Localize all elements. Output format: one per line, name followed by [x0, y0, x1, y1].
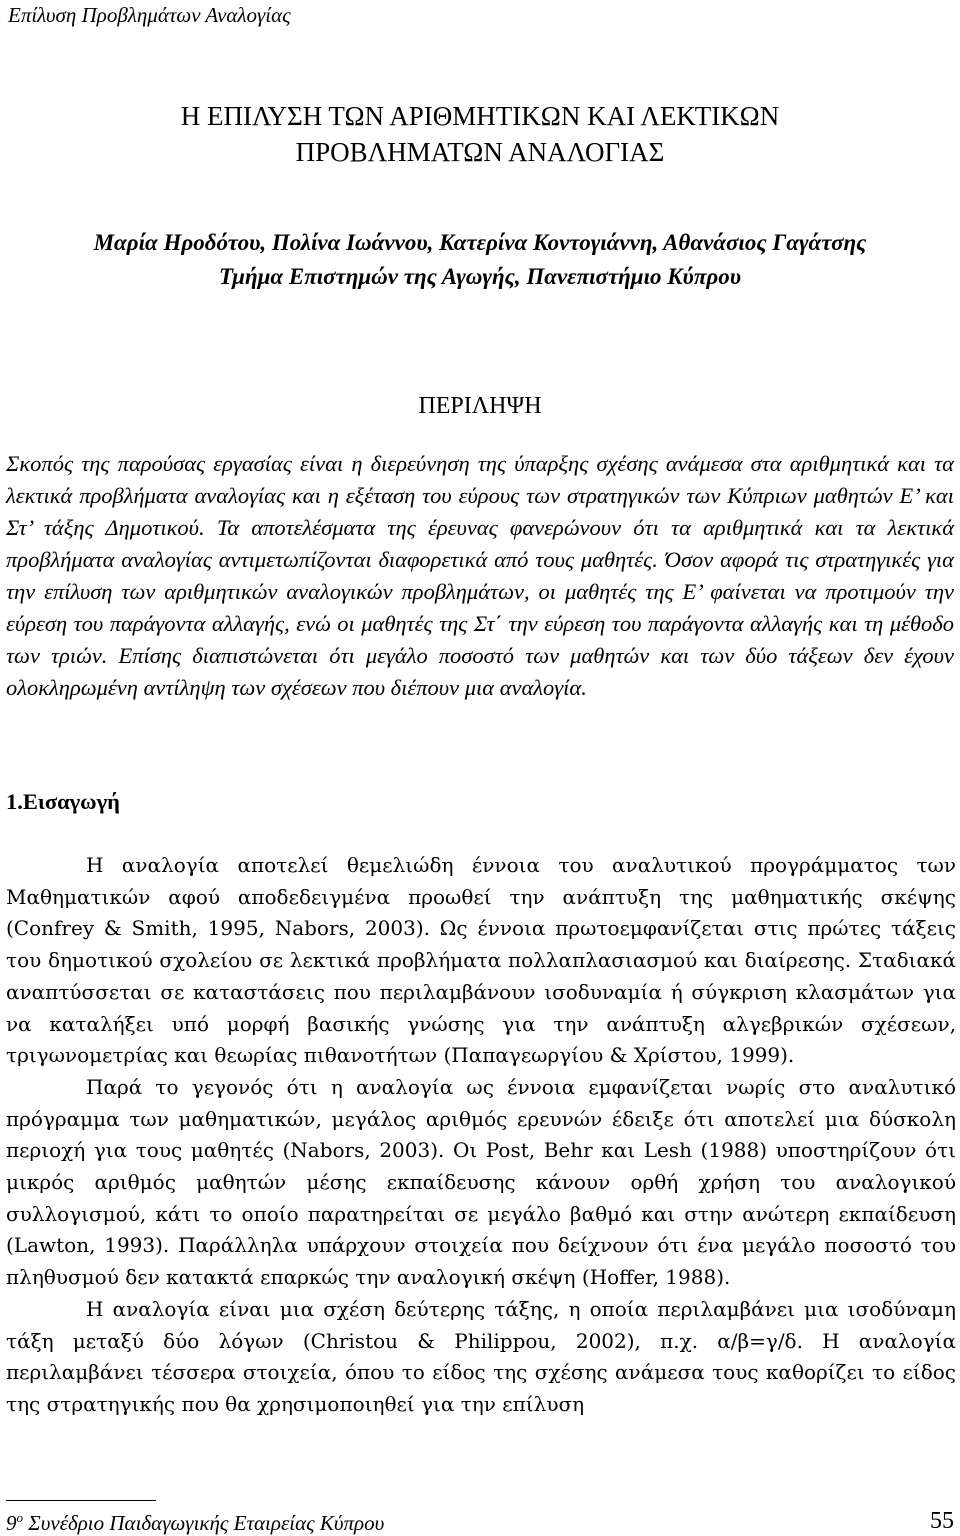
page-number: 55	[930, 1508, 954, 1534]
abstract-text: Σκοπός της παρούσας εργασίας είναι η διερεύνηση της ύπαρξης σχέσης ανάμεσα στα αριθμητικά και τα λεκτικά προβλήματα αναλογίας και η εξέταση του εύρους των στρατηγικών των Κύπριων μαθητών Ε’ και Στ’ τάξης Δημοτικού. Τα αποτελέσματα της έρευνας φανερώνουν ότι τα αριθμητικά και τα λεκτικά προβλήματα αναλογίας αντιμετωπίζονται διαφορετικά από τους μαθητές. Όσον αφορά τις στρατηγικές για την επίλυση των αριθμητικών αναλογικών προβλημάτων, οι μαθητές της Ε’ φαίνεται να προτιμούν την εύρεση του παράγοντα αλλαγής, ενώ οι μαθητές της Στ΄ την εύρεση του παράγοντα αλλαγής και τη μέθοδο των τριών. Επίσης διαπιστώνεται ότι μεγάλο ποσοστό των μαθητών και των δύο τάξεων δεν έχουν ολοκληρωμένη αντίληψη των σχέσεων που διέπουν μια αναλογία.	[6, 451, 954, 700]
running-header: Επίλυση Προβλημάτων Αναλογίας	[8, 3, 291, 27]
footer-conference	[6, 1505, 384, 1536]
paper-title-line-1: Η ΕΠΙΛΥΣΗ ΤΩΝ ΑΡΙΘΜΗΤΙΚΩΝ ΚΑΙ ΛΕΚΤΙΚΩΝ	[180, 101, 780, 131]
body-paragraph-3: Η αναλογία είναι μια σχέση δεύτερης τάξης, η οποία περιλαμβάνει μια ισοδύναμη τάξη μεταξύ δύο λόγων (Christou & Philippou, 2002), π.χ. α/β=γ/δ. Η αναλογία περιλαμβάνει τέσσερα στοιχεία, όπου το είδος της σχέσης ανάμεσα τους καθορίζει το είδος της στρατηγικής που θα χρησιμοποιηθεί για την επίλυση	[6, 1296, 956, 1416]
paper-title	[0, 98, 960, 170]
author-block	[0, 226, 960, 294]
footer-ordinal-suffix: ο	[16, 1510, 23, 1525]
body-paragraph-1: Η αναλογία αποτελεί θεμελιώδη έννοια του αναλυτικού προγράμματος των Μαθηματικών αφού αποδεδειγμένα προωθεί την ανάπτυξη της μαθηματικής σκέψης (Confrey & Smith, 1995, Nabors, 2003). Ως έννοια πρωτοεμφανίζεται στις πρώτες τάξεις του δημοτικού σχολείου σε λεκτικά προβλήματα πολλαπλασιασμού και διαίρεσης. Σταδιακά αναπτύσσεται σε καταστάσεις που περιλαμβάνουν ισοδυναμία ή σύγκριση κλασμάτων για να καταλήξει υπό μορφή βασικής γνώσης για την ανάπτυξη αλγεβρικών σχέσεων, τριγωνομετρίας και θεωρίας πιθανοτήτων (Παπαγεωργίου & Χρίστου, 1999).	[6, 853, 956, 1068]
author-affiliation: Τμήμα Επιστημών της Αγωγής, Πανεπιστήμιο Κύπρου	[218, 264, 741, 289]
author-names: Μαρία Ηροδότου, Πολίνα Ιωάννου, Κατερίνα Κοντογιάννη, Αθανάσιος Γαγάτσης	[93, 230, 867, 255]
section-body	[6, 850, 956, 1421]
footer-ordinal-number: 9	[6, 1511, 17, 1535]
section-heading: 1.Εισαγωγή	[6, 789, 120, 814]
footer-conference-name: Συνέδριο Παιδαγωγικής Εταιρείας Κύπρου	[23, 1511, 385, 1535]
body-paragraph-2: Παρά το γεγονός ότι η αναλογία ως έννοια εμφανίζεται νωρίς στο αναλυτικό πρόγραμμα των μαθηματικών, μεγάλος αριθμός ερευνών έδειξε ότι αποτελεί μια δύσκολη περιοχή για τους μαθητές (Nabors, 2003). Οι Post, Behr και Lesh (1988) υποστηρίζουν ότι μικρός αριθμός μαθητών μέσης εκπαίδευσης κάνουν ορθή χρήση του αναλογικού συλλογισμού, κάτι το οποίο παρατηρείται σε μεγάλο βαθμό και στην ανώτερη εκπαίδευση (Lawton, 1993). Παράλληλα υπάρχουν στοιχεία που δείχνουν ότι ένα μεγάλο ποσοστό του πληθυσμού δεν κατακτά επαρκώς την αναλογική σκέψη (Hoffer, 1988).	[6, 1074, 956, 1290]
footer-rule	[6, 1500, 156, 1501]
abstract-heading: ΠΕΡΙΛΗΨΗ	[418, 393, 542, 419]
paper-title-line-2: ΠΡΟΒΛΗΜΑΤΩΝ ΑΝΑΛΟΓΙΑΣ	[295, 137, 665, 167]
